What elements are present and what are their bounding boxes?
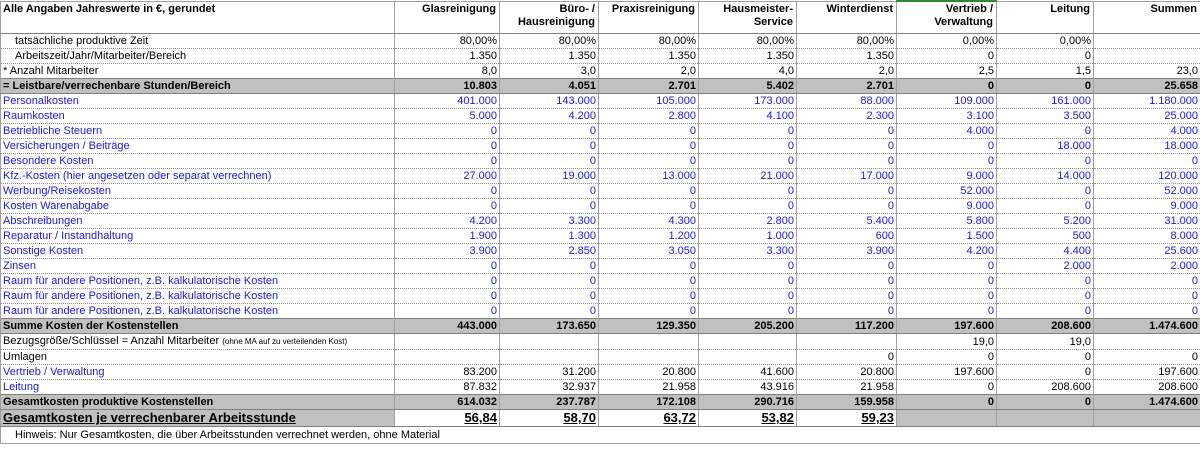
cell-leitung[interactable]: 18.000 xyxy=(997,139,1094,154)
row-label-text: Zinsen xyxy=(3,260,37,272)
cell-vertrieb-verwaltung[interactable]: 0 xyxy=(897,139,997,154)
table-row xyxy=(1,395,1200,410)
row-label[interactable] xyxy=(1,94,395,109)
cell-leitung[interactable]: 14.000 xyxy=(997,169,1094,184)
cell-leitung[interactable]: 0 xyxy=(997,365,1094,380)
cell-leitung[interactable]: 0 xyxy=(997,199,1094,214)
table-row xyxy=(1,214,1200,229)
row-label[interactable] xyxy=(1,49,395,64)
cell-praxisreinigung[interactable]: 0 xyxy=(599,304,699,319)
cell-leitung[interactable]: 5.200 xyxy=(997,214,1094,229)
cell-winterdienst[interactable]: 5.400 xyxy=(797,214,897,229)
cell-glasreinigung[interactable]: 401.000 xyxy=(395,94,500,109)
cell-leitung[interactable]: 0 xyxy=(997,49,1094,64)
cell-vertrieb-verwaltung[interactable]: 0 xyxy=(897,350,997,365)
cell-praxisreinigung[interactable]: 172.108 xyxy=(599,395,699,410)
row-label-text: Besondere Kosten xyxy=(3,155,94,167)
cell-buero-hausreinigung[interactable]: 4.051 xyxy=(500,79,599,94)
cell-leitung[interactable]: 0 xyxy=(997,350,1094,365)
cell-summen[interactable]: 0 xyxy=(1094,154,1200,169)
cell-summen[interactable]: 197.600 xyxy=(1094,365,1200,380)
cell-leitung[interactable]: 0 xyxy=(997,184,1094,199)
cell-buero-hausreinigung[interactable]: 0 xyxy=(500,199,599,214)
table-row xyxy=(1,34,1200,49)
row-label-text: Reparatur / Instandhaltung xyxy=(3,230,134,242)
cell-winterdienst[interactable]: 0 xyxy=(797,124,897,139)
cell-hausmeister-service[interactable]: 0 xyxy=(699,184,797,199)
cell-summen[interactable]: 52.000 xyxy=(1094,184,1200,199)
table-row xyxy=(1,319,1200,334)
cell-summen[interactable]: 0 xyxy=(1094,350,1200,365)
cell-glasreinigung[interactable]: 1.900 xyxy=(395,229,500,244)
cell-vertrieb-verwaltung[interactable]: 0 xyxy=(897,259,997,274)
table-row xyxy=(1,380,1200,395)
cell-buero-hausreinigung[interactable]: 0 xyxy=(500,184,599,199)
table-row xyxy=(1,259,1200,274)
cell-summen[interactable]: 120.000 xyxy=(1094,169,1200,184)
header-row xyxy=(1,1,1200,34)
col-header-hausmeister-service[interactable]: Hausmeister-Service xyxy=(699,1,797,34)
cell-winterdienst[interactable]: 0 xyxy=(797,289,897,304)
cell-winterdienst[interactable]: 21.958 xyxy=(797,380,897,395)
cell-winterdienst[interactable]: 159.958 xyxy=(797,395,897,410)
cell-winterdienst[interactable]: 0 xyxy=(797,154,897,169)
cell-buero-hausreinigung[interactable]: 0 xyxy=(500,259,599,274)
cell-praxisreinigung[interactable]: 0 xyxy=(599,154,699,169)
cell-hausmeister-service[interactable]: 41.600 xyxy=(699,365,797,380)
col-header-glasreinigung[interactable]: Glasreinigung xyxy=(395,1,500,34)
cell-praxisreinigung[interactable]: 20.800 xyxy=(599,365,699,380)
cell-glasreinigung[interactable] xyxy=(395,350,500,365)
cost-per-hour-glasreinigung[interactable]: 56,84 xyxy=(395,410,500,427)
cost-per-hour-leitung[interactable] xyxy=(997,410,1094,427)
cell-leitung[interactable]: 0 xyxy=(997,289,1094,304)
cell-winterdienst[interactable]: 1.350 xyxy=(797,49,897,64)
cell-winterdienst[interactable]: 2,0 xyxy=(797,64,897,79)
cell-buero-hausreinigung[interactable]: 32.937 xyxy=(500,380,599,395)
row-label[interactable] xyxy=(1,350,395,365)
cell-summen[interactable]: 25.600 xyxy=(1094,244,1200,259)
cell-summen[interactable]: 18.000 xyxy=(1094,139,1200,154)
table-row xyxy=(1,79,1200,94)
table-row xyxy=(1,199,1200,214)
table-row xyxy=(1,124,1200,139)
row-label-text: Raum für andere Positionen, z.B. kalkulatorische Kosten xyxy=(3,290,279,302)
cell-buero-hausreinigung[interactable]: 0 xyxy=(500,124,599,139)
cell-glasreinigung[interactable]: 5.000 xyxy=(395,109,500,124)
cell-praxisreinigung[interactable]: 0 xyxy=(599,124,699,139)
cell-winterdienst[interactable]: 600 xyxy=(797,229,897,244)
row-label-text: Personalkosten xyxy=(3,95,79,107)
cell-vertrieb-verwaltung[interactable]: 0 xyxy=(897,49,997,64)
cell-leitung[interactable]: 208.600 xyxy=(997,319,1094,334)
cell-buero-hausreinigung[interactable]: 80,00% xyxy=(500,34,599,49)
cell-hausmeister-service[interactable]: 43.916 xyxy=(699,380,797,395)
cell-buero-hausreinigung[interactable]: 143.000 xyxy=(500,94,599,109)
cell-summen[interactable]: 23,0 xyxy=(1094,64,1200,79)
cell-praxisreinigung[interactable]: 4.300 xyxy=(599,214,699,229)
cell-summen[interactable] xyxy=(1094,49,1200,64)
cell-vertrieb-verwaltung[interactable]: 0,00% xyxy=(897,34,997,49)
cell-leitung[interactable]: 0 xyxy=(997,154,1094,169)
cell-winterdienst[interactable]: 0 xyxy=(797,199,897,214)
cell-praxisreinigung[interactable]: 0 xyxy=(599,199,699,214)
row-label[interactable] xyxy=(1,124,395,139)
cell-glasreinigung[interactable] xyxy=(395,334,500,350)
row-label[interactable] xyxy=(1,64,395,79)
row-label[interactable] xyxy=(1,79,395,94)
row-label-text: Werbung/Reisekosten xyxy=(3,185,112,197)
table-row xyxy=(1,304,1200,319)
cell-buero-hausreinigung[interactable]: 4.200 xyxy=(500,109,599,124)
cell-praxisreinigung[interactable]: 2,0 xyxy=(599,64,699,79)
table-row xyxy=(1,64,1200,79)
cell-vertrieb-verwaltung[interactable]: 0 xyxy=(897,79,997,94)
cell-glasreinigung[interactable]: 27.000 xyxy=(395,169,500,184)
cell-praxisreinigung[interactable]: 80,00% xyxy=(599,34,699,49)
cell-summen[interactable]: 9.000 xyxy=(1094,199,1200,214)
cell-winterdienst[interactable]: 0 xyxy=(797,274,897,289)
cost-per-hour-label[interactable]: Gesamtkosten je verrechenbarer Arbeitsstunde xyxy=(1,410,395,427)
row-label[interactable] xyxy=(1,184,395,199)
cell-buero-hausreinigung[interactable]: 0 xyxy=(500,289,599,304)
col-header-buero-hausreinigung[interactable]: Büro- / Hausreinigung xyxy=(500,1,599,34)
row-label[interactable] xyxy=(1,34,395,49)
row-label-text: Abschreibungen xyxy=(3,215,83,227)
cell-winterdienst[interactable]: 2.701 xyxy=(797,79,897,94)
row-label-text: Versicherungen / Beiträge xyxy=(3,140,130,152)
table-title[interactable]: Alle Angaben Jahreswerte in €, gerundet xyxy=(1,1,395,34)
cell-vertrieb-verwaltung[interactable]: 5.800 xyxy=(897,214,997,229)
cell-glasreinigung[interactable]: 0 xyxy=(395,184,500,199)
cell-winterdienst[interactable]: 88.000 xyxy=(797,94,897,109)
cell-leitung[interactable]: 0 xyxy=(997,304,1094,319)
cell-leitung[interactable]: 208.600 xyxy=(997,380,1094,395)
cell-leitung[interactable]: 0 xyxy=(997,79,1094,94)
cell-vertrieb-verwaltung[interactable]: 197.600 xyxy=(897,365,997,380)
cell-praxisreinigung[interactable]: 1.200 xyxy=(599,229,699,244)
cell-hausmeister-service[interactable]: 0 xyxy=(699,199,797,214)
cell-praxisreinigung[interactable]: 0 xyxy=(599,184,699,199)
cell-winterdienst[interactable]: 0 xyxy=(797,184,897,199)
cell-glasreinigung[interactable]: 0 xyxy=(395,124,500,139)
row-label-text: = Leistbare/verrechenbare Stunden/Bereich xyxy=(3,80,231,92)
cell-hausmeister-service[interactable]: 21.000 xyxy=(699,169,797,184)
row-label[interactable] xyxy=(1,199,395,214)
table-row xyxy=(1,109,1200,124)
cell-hausmeister-service[interactable] xyxy=(699,350,797,365)
cell-glasreinigung[interactable]: 0 xyxy=(395,199,500,214)
table-row xyxy=(1,244,1200,259)
cell-summen[interactable]: 0 xyxy=(1094,289,1200,304)
row-label[interactable] xyxy=(1,289,395,304)
row-label-text: Bezugsgröße/Schlüssel = Anzahl Mitarbeiter xyxy=(3,335,220,347)
cell-vertrieb-verwaltung[interactable]: 109.000 xyxy=(897,94,997,109)
cell-summen[interactable]: 4.000 xyxy=(1094,124,1200,139)
row-label[interactable] xyxy=(1,365,395,380)
cell-glasreinigung[interactable]: 1.350 xyxy=(395,49,500,64)
table-row xyxy=(1,139,1200,154)
cell-vertrieb-verwaltung[interactable]: 0 xyxy=(897,274,997,289)
cell-buero-hausreinigung[interactable]: 19.000 xyxy=(500,169,599,184)
cell-winterdienst[interactable]: 117.200 xyxy=(797,319,897,334)
cell-praxisreinigung[interactable]: 0 xyxy=(599,259,699,274)
cost-per-hour-row xyxy=(1,410,1200,427)
cell-glasreinigung[interactable]: 3.900 xyxy=(395,244,500,259)
cell-buero-hausreinigung[interactable]: 0 xyxy=(500,154,599,169)
cell-winterdienst[interactable]: 80,00% xyxy=(797,34,897,49)
cell-praxisreinigung[interactable] xyxy=(599,334,699,350)
cell-buero-hausreinigung[interactable]: 173.650 xyxy=(500,319,599,334)
cell-praxisreinigung[interactable]: 2.800 xyxy=(599,109,699,124)
cell-praxisreinigung[interactable]: 0 xyxy=(599,274,699,289)
cell-vertrieb-verwaltung[interactable]: 9.000 xyxy=(897,199,997,214)
cell-hausmeister-service[interactable]: 5.402 xyxy=(699,79,797,94)
col-header-vertrieb-verwaltung[interactable]: Vertrieb / Verwaltung xyxy=(897,1,997,34)
cell-glasreinigung[interactable]: 83.200 xyxy=(395,365,500,380)
cost-per-hour-summen[interactable] xyxy=(1094,410,1200,427)
table-row xyxy=(1,184,1200,199)
cell-praxisreinigung[interactable]: 105.000 xyxy=(599,94,699,109)
cell-buero-hausreinigung[interactable]: 1.350 xyxy=(500,49,599,64)
table-row xyxy=(1,334,1200,350)
cell-glasreinigung[interactable]: 10.803 xyxy=(395,79,500,94)
cell-glasreinigung[interactable]: 0 xyxy=(395,139,500,154)
cell-summen[interactable]: 208.600 xyxy=(1094,380,1200,395)
table-row xyxy=(1,154,1200,169)
col-header-summen[interactable]: Summen xyxy=(1094,1,1200,34)
row-label-text: Raum für andere Positionen, z.B. kalkulatorische Kosten xyxy=(3,305,279,317)
cell-summen[interactable]: 2.000 xyxy=(1094,259,1200,274)
cell-glasreinigung[interactable]: 0 xyxy=(395,304,500,319)
cell-glasreinigung[interactable]: 0 xyxy=(395,274,500,289)
cell-glasreinigung[interactable]: 614.032 xyxy=(395,395,500,410)
cell-summen[interactable]: 1.474.600 xyxy=(1094,395,1200,410)
cell-vertrieb-verwaltung[interactable]: 19,0 xyxy=(897,334,997,350)
row-label-text: Leitung xyxy=(3,381,40,393)
cost-per-hour-winterdienst[interactable]: 59,23 xyxy=(797,410,897,427)
row-label-text: * Anzahl Mitarbeiter xyxy=(3,65,99,77)
table-row xyxy=(1,350,1200,365)
row-label[interactable] xyxy=(1,229,395,244)
cell-leitung[interactable]: 0 xyxy=(997,395,1094,410)
cell-vertrieb-verwaltung[interactable]: 0 xyxy=(897,380,997,395)
row-label[interactable] xyxy=(1,334,395,350)
cell-hausmeister-service[interactable]: 290.716 xyxy=(699,395,797,410)
cell-vertrieb-verwaltung[interactable]: 0 xyxy=(897,154,997,169)
cell-winterdienst[interactable]: 0 xyxy=(797,259,897,274)
cell-praxisreinigung[interactable]: 129.350 xyxy=(599,319,699,334)
cost-per-hour-hausmeister-service[interactable]: 53,82 xyxy=(699,410,797,427)
cell-summen[interactable] xyxy=(1094,334,1200,350)
hint-text: Hinweis: Nur Gesamtkosten, die über Arbeitsstunden verrechnet werden, ohne Material xyxy=(1,427,1200,444)
cell-hausmeister-service[interactable]: 4,0 xyxy=(699,64,797,79)
row-label-text: Arbeitszeit/Jahr/Mitarbeiter/Bereich xyxy=(15,50,187,62)
cell-glasreinigung[interactable]: 0 xyxy=(395,154,500,169)
cell-glasreinigung[interactable]: 4.200 xyxy=(395,214,500,229)
cell-buero-hausreinigung[interactable]: 1.300 xyxy=(500,229,599,244)
cell-vertrieb-verwaltung[interactable]: 0 xyxy=(897,304,997,319)
cell-summen[interactable]: 25.000 xyxy=(1094,109,1200,124)
cell-praxisreinigung[interactable]: 0 xyxy=(599,139,699,154)
cell-vertrieb-verwaltung[interactable]: 4.000 xyxy=(897,124,997,139)
cell-vertrieb-verwaltung[interactable]: 0 xyxy=(897,289,997,304)
cell-vertrieb-verwaltung[interactable]: 0 xyxy=(897,395,997,410)
cell-summen[interactable]: 1.180.000 xyxy=(1094,94,1200,109)
table-row xyxy=(1,289,1200,304)
cost-per-hour-vertrieb-verwaltung[interactable] xyxy=(897,410,997,427)
cell-hausmeister-service[interactable]: 0 xyxy=(699,304,797,319)
hint-row xyxy=(1,427,1200,444)
cell-hausmeister-service[interactable]: 3.300 xyxy=(699,244,797,259)
cell-hausmeister-service[interactable]: 80,00% xyxy=(699,34,797,49)
cell-summen[interactable]: 8.000 xyxy=(1094,229,1200,244)
cell-praxisreinigung[interactable] xyxy=(599,350,699,365)
cell-winterdienst[interactable]: 0 xyxy=(797,304,897,319)
cell-praxisreinigung[interactable]: 1.350 xyxy=(599,49,699,64)
cell-leitung[interactable]: 3.500 xyxy=(997,109,1094,124)
cell-leitung[interactable]: 2.000 xyxy=(997,259,1094,274)
cell-glasreinigung[interactable]: 0 xyxy=(395,289,500,304)
cell-winterdienst[interactable]: 20.800 xyxy=(797,365,897,380)
row-label-text: Vertrieb / Verwaltung xyxy=(3,366,105,378)
table-row xyxy=(1,229,1200,244)
cell-vertrieb-verwaltung[interactable]: 4.200 xyxy=(897,244,997,259)
cell-vertrieb-verwaltung[interactable]: 2,5 xyxy=(897,64,997,79)
cell-buero-hausreinigung[interactable]: 0 xyxy=(500,304,599,319)
cell-buero-hausreinigung[interactable]: 3.300 xyxy=(500,214,599,229)
row-label[interactable] xyxy=(1,244,395,259)
row-label-text: Gesamtkosten produktive Kostenstellen xyxy=(3,396,214,408)
table-row xyxy=(1,274,1200,289)
row-label[interactable] xyxy=(1,304,395,319)
cell-buero-hausreinigung[interactable]: 3,0 xyxy=(500,64,599,79)
cell-winterdienst[interactable]: 17.000 xyxy=(797,169,897,184)
cell-summen[interactable]: 1.474.600 xyxy=(1094,319,1200,334)
cell-winterdienst[interactable]: 2.300 xyxy=(797,109,897,124)
cell-leitung[interactable]: 161.000 xyxy=(997,94,1094,109)
cell-buero-hausreinigung[interactable] xyxy=(500,334,599,350)
cell-hausmeister-service[interactable]: 0 xyxy=(699,154,797,169)
row-label[interactable] xyxy=(1,214,395,229)
cell-winterdienst[interactable] xyxy=(797,334,897,350)
cell-summen[interactable]: 0 xyxy=(1094,304,1200,319)
row-label[interactable] xyxy=(1,395,395,410)
cell-winterdienst[interactable]: 3.900 xyxy=(797,244,897,259)
cell-buero-hausreinigung[interactable]: 31.200 xyxy=(500,365,599,380)
cell-buero-hausreinigung[interactable]: 2.850 xyxy=(500,244,599,259)
cell-vertrieb-verwaltung[interactable]: 197.600 xyxy=(897,319,997,334)
row-note: (ohne MA auf zu verteilenden Kost) xyxy=(222,337,348,346)
cell-winterdienst[interactable]: 0 xyxy=(797,350,897,365)
row-label[interactable] xyxy=(1,169,395,184)
cell-winterdienst[interactable]: 0 xyxy=(797,139,897,154)
cell-buero-hausreinigung[interactable]: 237.787 xyxy=(500,395,599,410)
row-label-text: Kosten Warenabgabe xyxy=(3,200,109,212)
table-row xyxy=(1,169,1200,184)
cell-buero-hausreinigung[interactable] xyxy=(500,350,599,365)
cell-glasreinigung[interactable]: 443.000 xyxy=(395,319,500,334)
row-label[interactable] xyxy=(1,109,395,124)
cell-vertrieb-verwaltung[interactable]: 1.500 xyxy=(897,229,997,244)
table-row xyxy=(1,94,1200,109)
cell-hausmeister-service[interactable]: 1.000 xyxy=(699,229,797,244)
cell-leitung[interactable]: 0,00% xyxy=(997,34,1094,49)
row-label-text: Sonstige Kosten xyxy=(3,245,84,257)
cell-vertrieb-verwaltung[interactable]: 9.000 xyxy=(897,169,997,184)
cell-leitung[interactable]: 500 xyxy=(997,229,1094,244)
cost-per-hour-buero-hausreinigung[interactable]: 58,70 xyxy=(500,410,599,427)
cell-hausmeister-service[interactable]: 2.800 xyxy=(699,214,797,229)
cell-summen[interactable]: 0 xyxy=(1094,274,1200,289)
row-label-text: Kfz.-Kosten (hier angesetzen oder separat verrechnen) xyxy=(3,170,272,182)
cell-summen[interactable] xyxy=(1094,34,1200,49)
cell-summen[interactable]: 31.000 xyxy=(1094,214,1200,229)
cell-praxisreinigung[interactable]: 13.000 xyxy=(599,169,699,184)
cell-leitung[interactable]: 19,0 xyxy=(997,334,1094,350)
row-label[interactable] xyxy=(1,274,395,289)
cost-per-hour-praxisreinigung[interactable]: 63,72 xyxy=(599,410,699,427)
cell-hausmeister-service[interactable]: 1.350 xyxy=(699,49,797,64)
cell-hausmeister-service[interactable]: 0 xyxy=(699,274,797,289)
cell-leitung[interactable]: 0 xyxy=(997,274,1094,289)
cell-hausmeister-service[interactable]: 173.000 xyxy=(699,94,797,109)
row-label-text: Raum für andere Positionen, z.B. kalkulatorische Kosten xyxy=(3,275,279,287)
cell-hausmeister-service[interactable] xyxy=(699,334,797,350)
cell-hausmeister-service[interactable]: 0 xyxy=(699,139,797,154)
cell-hausmeister-service[interactable]: 0 xyxy=(699,259,797,274)
cell-glasreinigung[interactable]: 8,0 xyxy=(395,64,500,79)
col-header-winterdienst[interactable]: Winterdienst xyxy=(797,1,897,34)
cell-praxisreinigung[interactable]: 2.701 xyxy=(599,79,699,94)
cell-glasreinigung[interactable]: 87.832 xyxy=(395,380,500,395)
row-label[interactable] xyxy=(1,259,395,274)
cell-buero-hausreinigung[interactable]: 0 xyxy=(500,274,599,289)
cell-summen[interactable]: 25.658 xyxy=(1094,79,1200,94)
cell-hausmeister-service[interactable]: 4.100 xyxy=(699,109,797,124)
row-label[interactable] xyxy=(1,139,395,154)
table-row xyxy=(1,49,1200,64)
cell-hausmeister-service[interactable]: 0 xyxy=(699,124,797,139)
cell-hausmeister-service[interactable]: 0 xyxy=(699,289,797,304)
row-label-text: Umlagen xyxy=(3,351,48,363)
table-row xyxy=(1,365,1200,380)
row-label[interactable] xyxy=(1,380,395,395)
cell-buero-hausreinigung[interactable]: 0 xyxy=(500,139,599,154)
cell-leitung[interactable]: 1,5 xyxy=(997,64,1094,79)
row-label[interactable] xyxy=(1,319,395,334)
row-label[interactable] xyxy=(1,154,395,169)
cell-praxisreinigung[interactable]: 3.050 xyxy=(599,244,699,259)
cell-leitung[interactable]: 4.400 xyxy=(997,244,1094,259)
cell-hausmeister-service[interactable]: 205.200 xyxy=(699,319,797,334)
col-header-leitung[interactable]: Leitung xyxy=(997,1,1094,34)
row-label-text: Summe Kosten der Kostenstellen xyxy=(3,320,179,332)
cell-vertrieb-verwaltung[interactable]: 3.100 xyxy=(897,109,997,124)
cell-vertrieb-verwaltung[interactable]: 52.000 xyxy=(897,184,997,199)
cell-glasreinigung[interactable]: 80,00% xyxy=(395,34,500,49)
row-label-text: Betriebliche Steuern xyxy=(3,125,103,137)
cell-praxisreinigung[interactable]: 21.958 xyxy=(599,380,699,395)
cell-praxisreinigung[interactable]: 0 xyxy=(599,289,699,304)
row-label-text: Raumkosten xyxy=(3,110,65,122)
cell-glasreinigung[interactable]: 0 xyxy=(395,259,500,274)
row-label-text: tatsächliche produktive Zeit xyxy=(15,35,149,47)
cell-leitung[interactable]: 0 xyxy=(997,124,1094,139)
col-header-praxisreinigung[interactable]: Praxisreinigung xyxy=(599,1,699,34)
